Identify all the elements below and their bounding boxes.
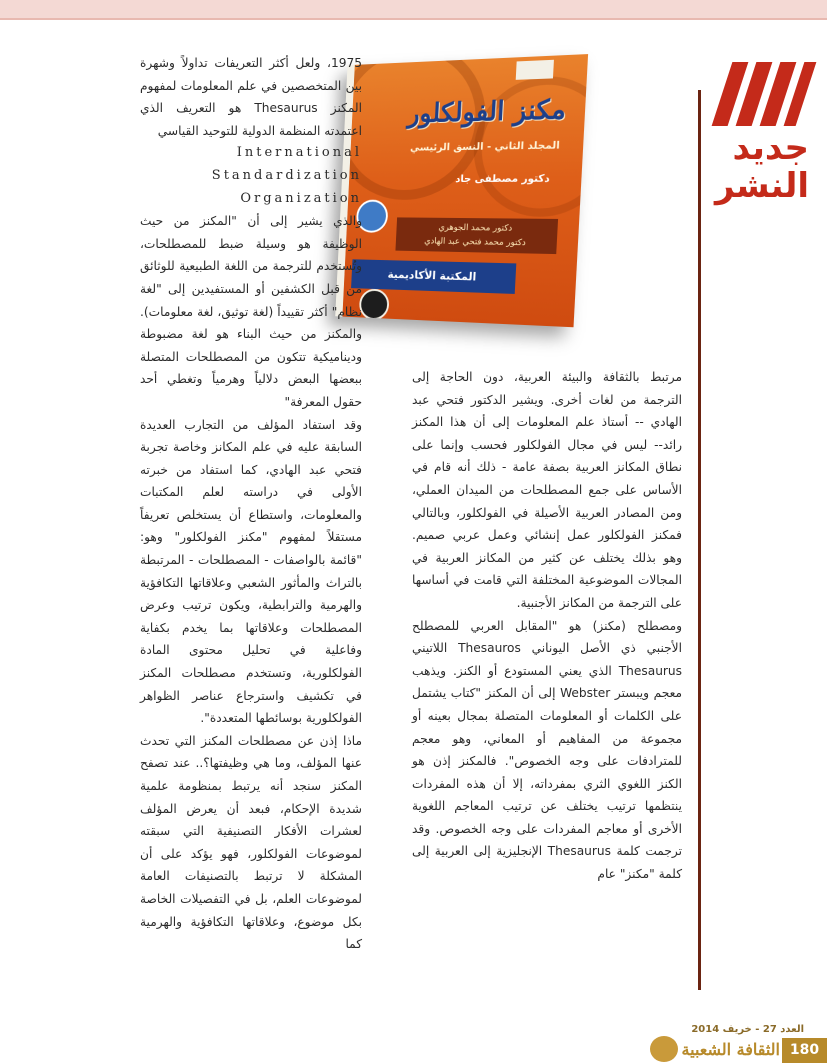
latin-term: International Standardization Organization — [211, 145, 362, 206]
paragraph: والذي يشير إلى أن "المكنز من حيث الوظيفة هو وسيلة ضبط للمصطلحات، وتُستخدم للترجمة من اللغة الطبيعية للوثائق من قبل الكشفين أو المستفيدين إلى "لغة نظام" أكثر تقييداً (لغة توثيق، لغة معلومات). والمكنز من حيث البناء هو لغة مضبوطة وديناميكية تتكون من المصطلحات المتصلة ببعضها البعض دلالياً وهرمياً وتغطي أحد حقول المعرفة" — [140, 214, 362, 409]
section-logo — [708, 58, 813, 218]
book-publisher: المكتبة الأكاديمية — [351, 259, 516, 294]
paragraph: مرتبط بالثقافة والبيئة العربية، دون الحاجة إلى الترجمة من لغات أخرى. ويشير الدكتور فتحي عبد الهادي -- أستاذ علم المعلومات إلى أن هذا المكنز رائد-- ليس في مجال الفولكلور فحسب وإنما على نطاق المكانز العربية بصفة عامة - ذلك أنه قام في الأساس على جمع المصطلحات من الميدان العملي، ومن المصادر العربية الأصيلة في الفولكلور، وبالتالي فمكنز الفولكلور عمل إنشائي وعمل عربي صميم. وهو بذلك يختلف عن كثير من المكانز العربية في المجالات الموضوعية المختلفة التي قامت في أساسها على الترجمة من المكانز الأجنبية. — [412, 370, 682, 610]
section-logo-line1: جديد — [732, 128, 809, 168]
vertical-rule — [698, 90, 701, 990]
issue-label: العدد 27 - خريف 2014 — [691, 1024, 804, 1035]
book-translators — [395, 217, 558, 254]
section-logo-line2: النشر — [714, 166, 809, 206]
paragraph: 1975، ولعل أكثر التعريفات تداولاً وشهرة بين المتخصصين في علم المعلومات لمفهوم المكنز Thesaurus هو التعريف الذي اعتمدته المنظمة الدولية للتوحيد القياسي — [140, 56, 362, 138]
paragraph: ومصطلح (مكنز) هو "المقابل العربي للمصطلح الأجنبي ذي الأصل اليوناني Thesauros اللاتيني Thesaurus الذي يعني المستودع أو الكنز. ويذهب معجم ويبستر Webster إلى أن المكنز "كتاب يشتمل على الكلمات أو المعلومات المتصلة بمجال بعينه أو مجموعة من المفاهيم أو المعاني، وهو معجم للمترادفات على وجه الخصوص". فالمكنز إذن هو الكنز اللغوي الثري بمفرداته، إلا أن هذه المفردات ينتظمها ترتيب يختلف عن ترتيب المعاجم اللغوية الأخرى أو معاجم المفردات على وجه الخصوص. وقد ترجمت كلمة Thesaurus الإنجليزية إلى العربية إلى كلمة "مكنز" عام — [412, 618, 682, 882]
book-subtitle: المجلد الثاني - النسق الرئيسي — [409, 140, 561, 154]
page-number: 180 — [782, 1038, 827, 1063]
publisher-seal-icon — [359, 288, 390, 320]
book-author: دكتور مصطفى جاد — [455, 173, 551, 186]
article-column-left — [140, 52, 362, 956]
translator-name: دكتور محمد الجوهري — [438, 222, 513, 234]
cover-logo-box — [516, 60, 554, 80]
paragraph: وقد استفاد المؤلف من التجارب العديدة السابقة عليه في علم المكانز وخاصة تجربة فتحي عبد الهادي، كما استفاد من خبرته الأولى في دراسته لعلم المكتبات والمعلومات، واستطاع أن يستخلص تعريفاً مستقلاً لمفهوم "مكنز الفولكلور" وهو: "قائمة بالواصفات - المصطلحات - المرتبطة بالتراث والمأثور الشعبي وعلاقاتها التكافؤية والهرمية والترابطية، ويكون ترتيب وعرض المصطلحات وعلاقاتها بما يخدم بكفاية وفاعلية في تحليل محتوى المادة الفولكلورية، وتستخدم مصطلحات المكنز في تكشيف واسترجاع عناصر الظواهر الفولكلورية بوسائطها المتعددة". — [140, 417, 362, 726]
book-cover — [335, 54, 588, 327]
top-band-line — [0, 18, 827, 20]
translator-name: دكتور محمد فتحي عبد الهادي — [423, 236, 527, 249]
top-band — [0, 0, 827, 18]
logo-stripes — [718, 62, 808, 126]
book-title: مكنز الفولكلور — [407, 94, 567, 130]
magazine-brand: الثقافة الشعبية — [681, 1040, 780, 1059]
article-column-right — [412, 366, 682, 886]
book-cover-image — [300, 50, 720, 340]
paragraph: ماذا إذن عن مصطلحات المكنز التي تحدث عنها المؤلف، وما هي وظيفتها؟.. عند تصفح المكنز سنجد أنه يرتبط بمنظومة علمية شديدة الإحكام، فبعد أن يعرض المؤلف لعشرات الأفكار التصنيفية التي سبقته لموضوعات الفولكلور، فهو يؤكد على أن المشكلة لا ترتبط بالتصنيفات العامة لموضوعات العلم، بل في التفصيلات الخاصة بكل موضوع، وعلاقاتها التكافؤية والهرمية كما — [140, 733, 362, 952]
